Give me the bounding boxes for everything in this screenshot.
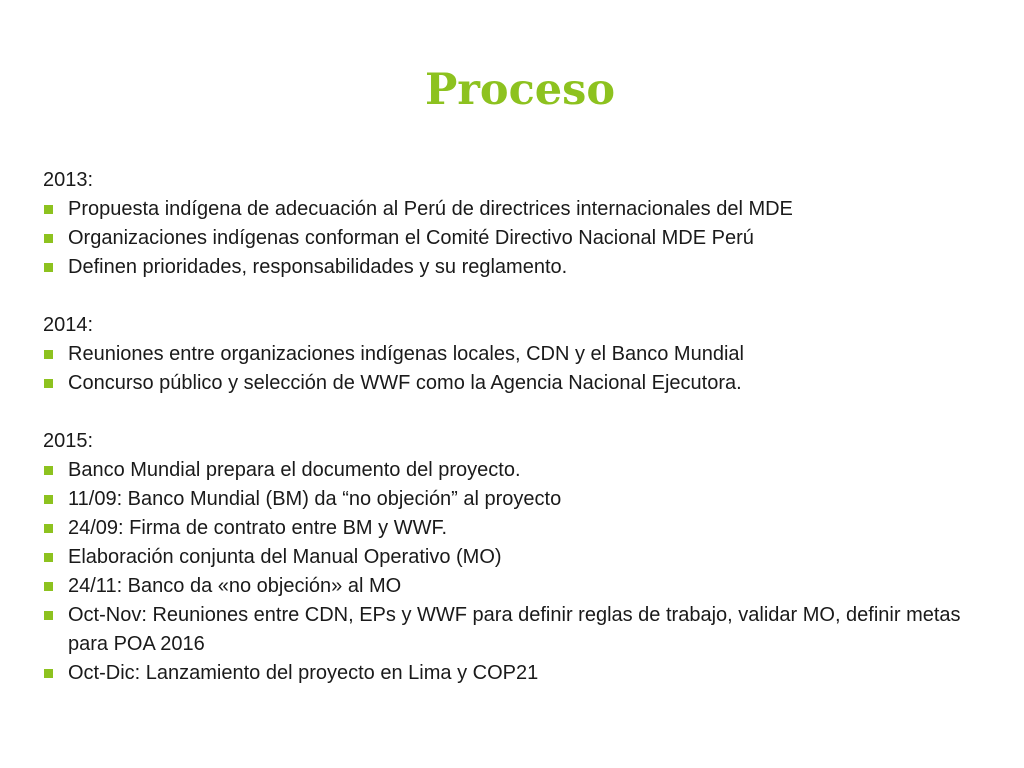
list-item <box>43 340 993 369</box>
square-bullet-icon <box>44 582 53 591</box>
list-item <box>43 224 993 253</box>
square-bullet-icon <box>44 611 53 620</box>
list-item <box>43 253 993 282</box>
square-bullet-icon <box>44 263 53 272</box>
list-item-text: Reuniones entre organizaciones indígenas locales, CDN y el Banco Mundial <box>68 343 744 365</box>
list-item <box>43 485 993 514</box>
list-item-text: Banco Mundial prepara el documento del proyecto. <box>68 459 521 481</box>
bullet-list <box>43 456 993 688</box>
list-item-text: Organizaciones indígenas conforman el Comité Directivo Nacional MDE Perú <box>68 227 754 249</box>
square-bullet-icon <box>44 350 53 359</box>
list-item <box>43 543 993 572</box>
list-item-text: 24/09: Firma de contrato entre BM y WWF. <box>68 517 448 539</box>
list-item-text: Propuesta indígena de adecuación al Perú de directrices internacionales del MDE <box>68 198 793 220</box>
list-item <box>43 659 993 688</box>
slide-body <box>43 166 993 688</box>
list-item <box>43 601 993 659</box>
list-item-text: Oct-Nov: Reuniones entre CDN, EPs y WWF para definir reglas de trabajo, validar MO, definir metas para POA 2016 <box>68 604 961 655</box>
square-bullet-icon <box>44 466 53 475</box>
square-bullet-icon <box>44 234 53 243</box>
year-heading: 2014: <box>43 314 94 336</box>
bullet-list <box>43 340 993 398</box>
square-bullet-icon <box>44 524 53 533</box>
square-bullet-icon <box>44 553 53 562</box>
list-item <box>43 195 993 224</box>
list-item <box>43 514 993 543</box>
list-item-text: Oct-Dic: Lanzamiento del proyecto en Lima y COP21 <box>68 662 539 684</box>
list-item-text: 24/11: Banco da «no objeción» al MO <box>68 575 402 597</box>
square-bullet-icon <box>44 379 53 388</box>
list-item-text: 11/09: Banco Mundial (BM) da “no objeción” al proyecto <box>68 488 562 510</box>
list-item-text: Definen prioridades, responsabilidades y su reglamento. <box>68 256 568 278</box>
list-item <box>43 369 993 398</box>
square-bullet-icon <box>44 205 53 214</box>
slide-title: Proceso <box>424 65 616 115</box>
list-item-text: Concurso público y selección de WWF como la Agencia Nacional Ejecutora. <box>68 372 742 394</box>
list-item <box>43 572 993 601</box>
square-bullet-icon <box>44 669 53 678</box>
year-heading: 2015: <box>43 430 94 452</box>
bullet-list <box>43 195 993 282</box>
section-2015 <box>43 427 993 688</box>
year-heading: 2013: <box>43 169 94 191</box>
section-2014 <box>43 311 993 398</box>
section-2013 <box>43 166 993 282</box>
list-item-text: Elaboración conjunta del Manual Operativo (MO) <box>68 546 502 568</box>
square-bullet-icon <box>44 495 53 504</box>
list-item <box>43 456 993 485</box>
